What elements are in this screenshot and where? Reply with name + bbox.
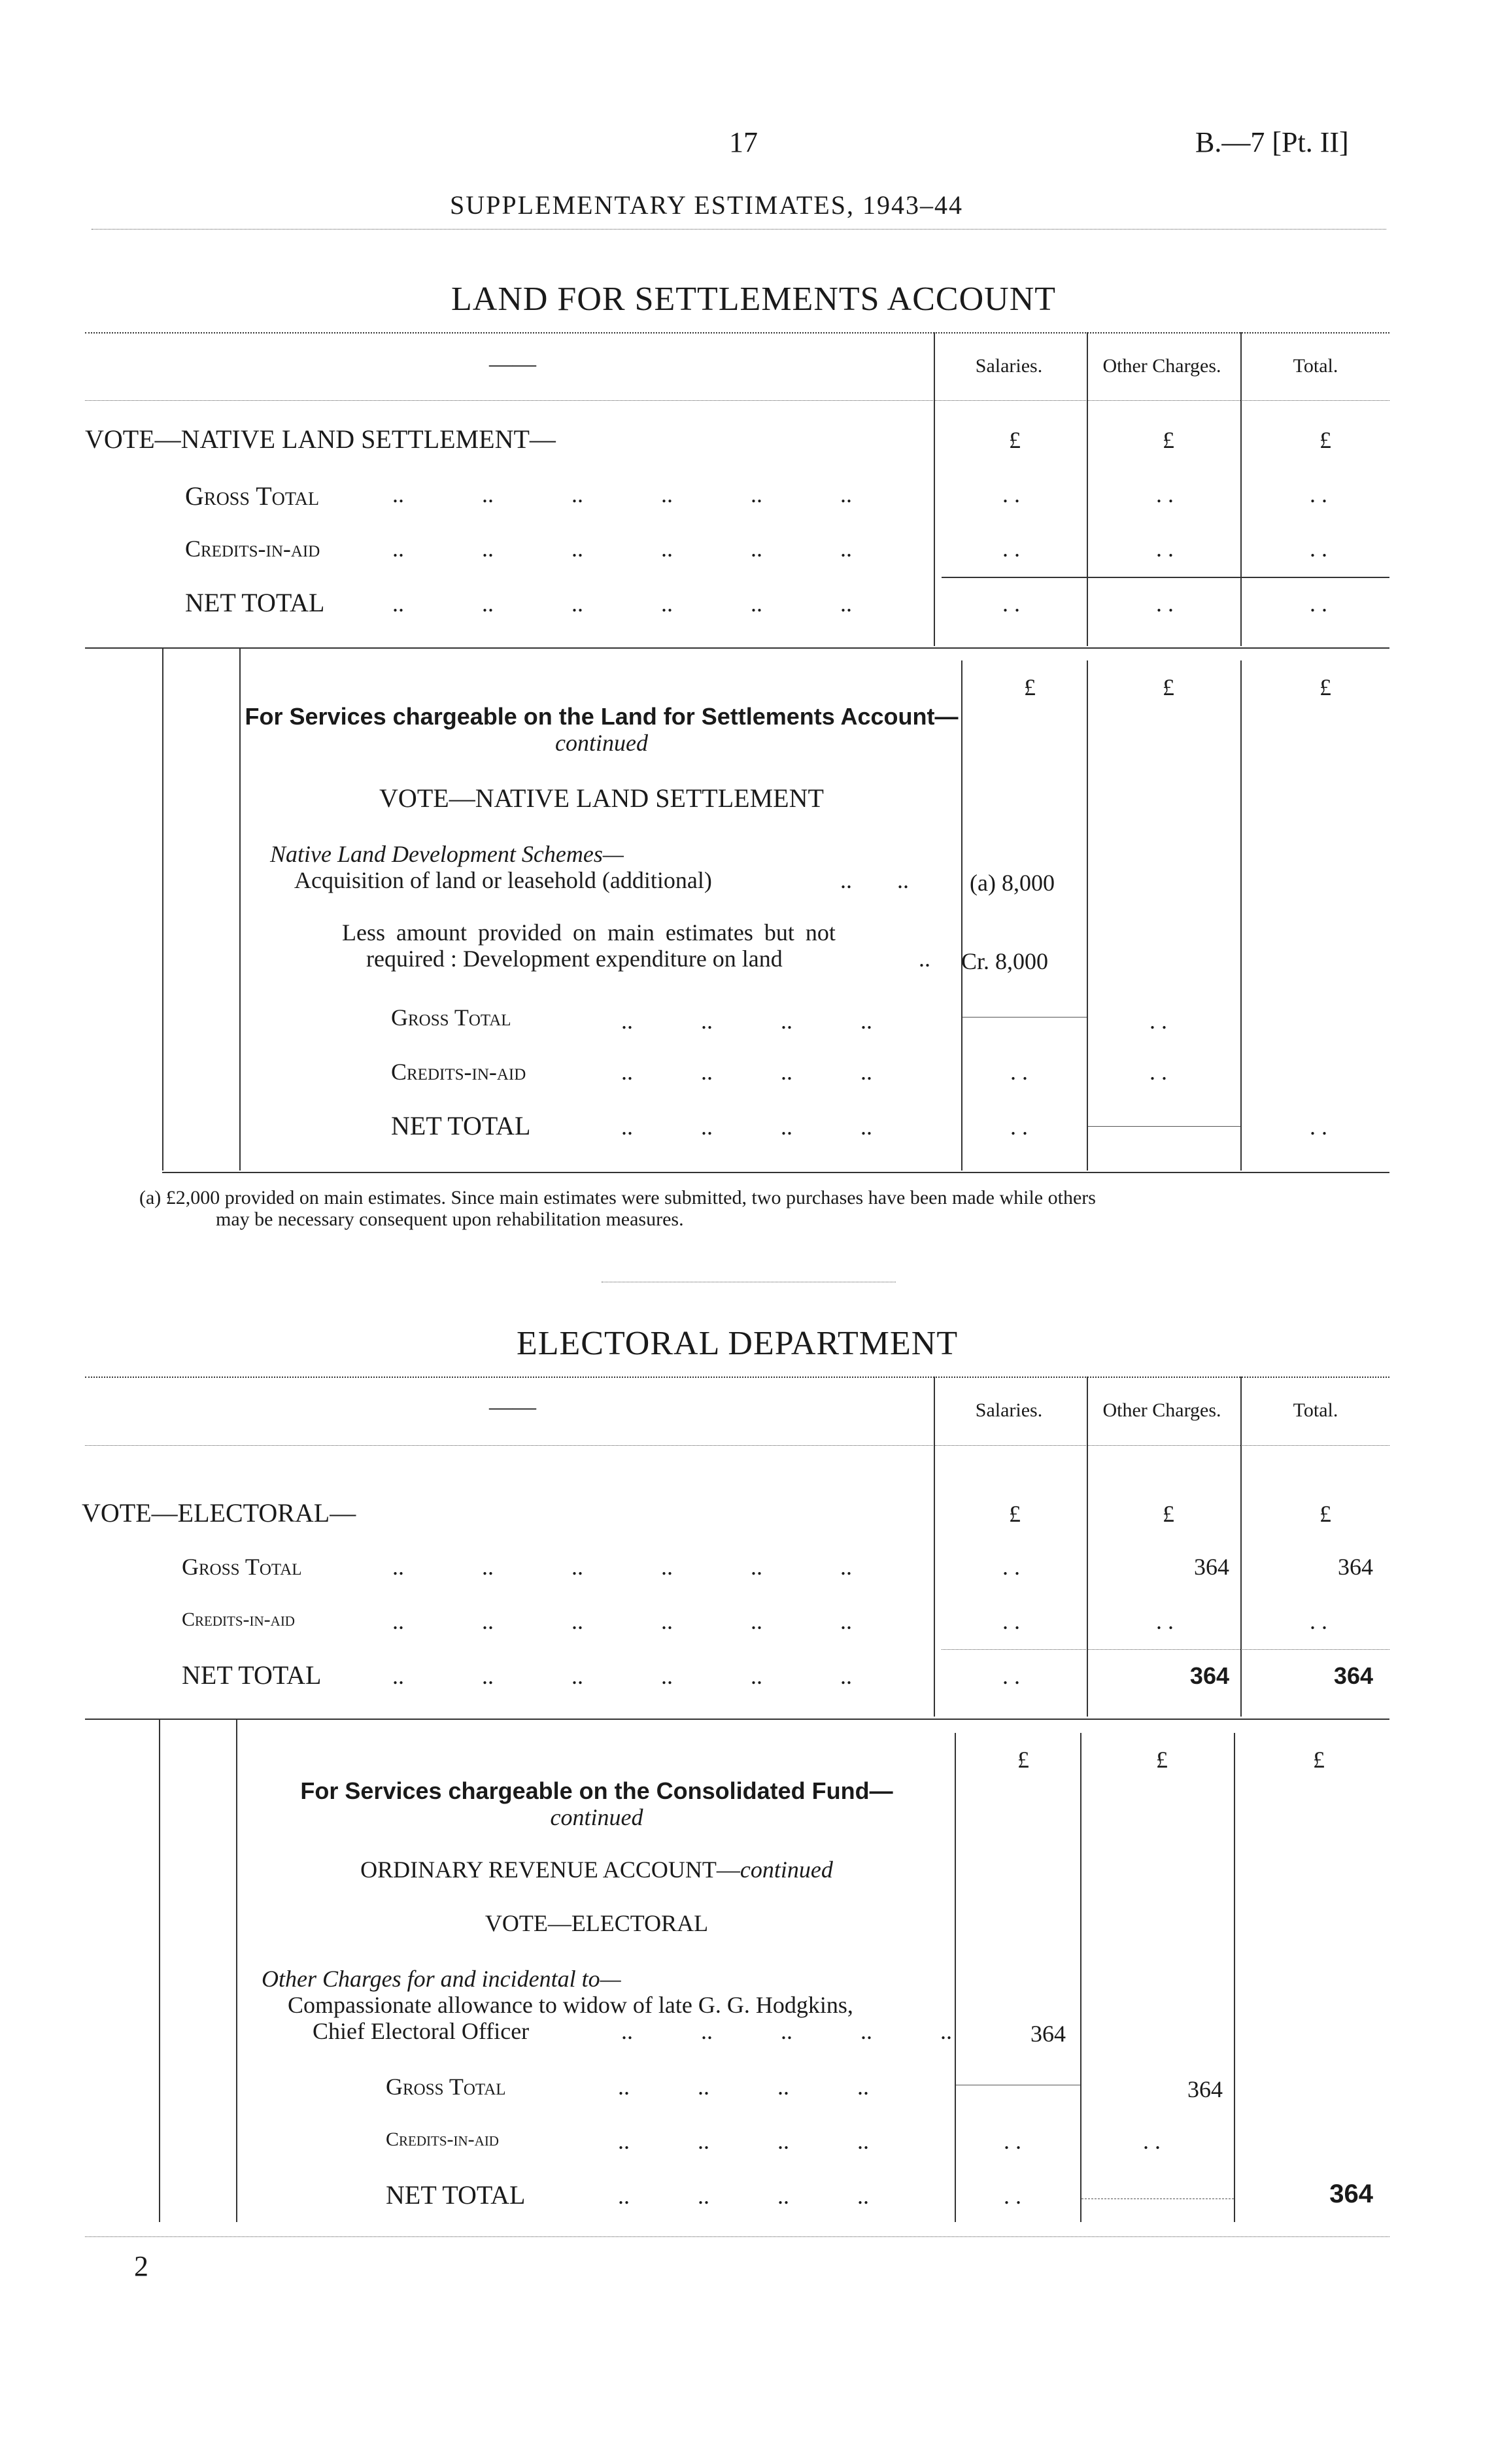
land-detail-divider-2 [1087, 660, 1088, 1171]
electoral-credits-other: . . [1156, 1608, 1174, 1634]
electoral-detail-continued: continued [550, 1804, 643, 1830]
electoral-detail-gross-leader: .. .. .. .. [618, 2074, 869, 2100]
land-detail-credits-salaries: . . [1010, 1059, 1028, 1085]
electoral-summary-bottom-rule [85, 1719, 1389, 1720]
electoral-stub-heading: —— [489, 1394, 536, 1420]
header-rule [92, 229, 1386, 230]
electoral-col-other: Other Charges. [1102, 1399, 1221, 1421]
land-gross-other: . . [1156, 481, 1174, 507]
land-pound-salaries: £ [1009, 427, 1021, 453]
land-col-salaries: Salaries. [975, 355, 1043, 377]
land-net-rule [942, 577, 1389, 578]
land-gross-salaries: . . [1002, 481, 1020, 507]
electoral-detail-net-leader: .. .. .. .. [618, 2183, 869, 2209]
land-stub-heading: —— [489, 351, 536, 377]
land-item-acquisition-value: (a) 8,000 [970, 870, 1055, 896]
electoral-detail-heading: For Services chargeable on the Consolidated Fund— [300, 1777, 893, 1804]
electoral-detail-divider-3 [1234, 1733, 1235, 2222]
electoral-top-rule [85, 1377, 1389, 1378]
land-gross-total-label: Gross Total [185, 481, 320, 511]
land-detail-bottom-rule [162, 1172, 1389, 1173]
land-detail-net-rule [1088, 1126, 1240, 1127]
land-credits-leader: .. .. .. .. .. .. [392, 536, 852, 562]
land-detail-net-salaries: . . [1010, 1114, 1028, 1140]
land-col-other: Other Charges. [1102, 355, 1221, 377]
land-detail-credits-other: . . [1149, 1059, 1167, 1085]
electoral-item-value: 364 [1030, 2021, 1066, 2047]
document-subtitle: SUPPLEMENTARY ESTIMATES, 1943–44 [450, 190, 963, 220]
electoral-item-line2: Chief Electoral Officer [313, 2018, 530, 2044]
land-pound-other: £ [1163, 427, 1174, 453]
land-net-other: . . [1156, 590, 1174, 617]
land-detail-gross-other: . . [1149, 1008, 1167, 1034]
land-detail-pound-2: £ [1163, 674, 1174, 700]
electoral-detail-gross-label: Gross Total [386, 2074, 506, 2100]
electoral-gross-total: 364 [1338, 1554, 1373, 1580]
land-col-total: Total. [1293, 355, 1338, 377]
land-detail-vote: VOTE—NATIVE LAND SETTLEMENT [379, 783, 824, 813]
electoral-pound-other: £ [1163, 1501, 1174, 1527]
electoral-section-title: ELECTORAL DEPARTMENT [517, 1325, 959, 1362]
electoral-net-salaries: . . [1002, 1663, 1020, 1689]
electoral-gross-other: 364 [1194, 1554, 1229, 1580]
electoral-credits-total: . . [1310, 1608, 1327, 1634]
land-detail-net-leader: .. .. .. .. [621, 1114, 872, 1140]
electoral-detail-net-salaries: . . [1004, 2183, 1021, 2209]
electoral-detail-left-rule-2 [236, 1719, 237, 2222]
electoral-detail-net-total: 364 [1329, 2180, 1373, 2208]
land-net-salaries: . . [1002, 590, 1020, 617]
electoral-gross-leader: .. .. .. .. .. .. [392, 1554, 852, 1580]
electoral-account-label: ORDINARY REVENUE ACCOUNT— [360, 1857, 740, 1883]
land-item-less-value: Cr. 8,000 [961, 948, 1049, 974]
land-net-total-label: NET TOTAL [185, 588, 325, 617]
land-detail-gross-leader: .. .. .. .. [621, 1008, 872, 1034]
land-gross-leader: .. .. .. .. .. .. [392, 481, 852, 507]
land-detail-net-label: NET TOTAL [391, 1111, 531, 1140]
electoral-item-line1: Compassionate allowance to widow of late G. G. Hodgkins, [288, 1992, 853, 2018]
footer-page-number: 2 [134, 2250, 148, 2282]
land-item-less-leader: .. [919, 946, 930, 972]
land-item-less-line2: required : Development expenditure on land [366, 946, 783, 972]
document-reference: B.—7 [Pt. II] [1195, 126, 1349, 158]
land-detail-heading: For Services chargeable on the Land for Settlements Account— [245, 703, 959, 730]
page-bottom-rule [85, 2236, 1389, 2237]
electoral-heading-rule [85, 1445, 1389, 1446]
land-detail-divider-1 [961, 660, 962, 1171]
electoral-other-charges-heading: Other Charges for and incidental to— [262, 1966, 621, 1992]
land-footnote-line1: (a) £2,000 provided on main estimates. Since main estimates were submitted, two purchases have been made while others [139, 1187, 1096, 1208]
land-heading-rule [85, 400, 1389, 401]
land-credits-salaries: . . [1002, 536, 1020, 562]
electoral-item-leader: .. .. .. .. .. [621, 2018, 952, 2044]
land-item-less-line1: Less amount provided on main estimates but not [342, 919, 836, 946]
land-net-leader: .. .. .. .. .. .. [392, 590, 852, 617]
land-detail-credits-label: Credits-in-aid [391, 1059, 526, 1085]
electoral-detail-account [239, 1856, 955, 1883]
land-detail-net-total: . . [1310, 1114, 1327, 1140]
electoral-detail-net-label: NET TOTAL [386, 2180, 526, 2210]
land-credits-label: Credits-in-aid [185, 536, 320, 562]
land-col-divider-1 [934, 332, 935, 646]
land-section-title: LAND FOR SETTLEMENTS ACCOUNT [451, 281, 1057, 318]
electoral-account-continued: continued [740, 1857, 833, 1883]
land-detail-left-rule-2 [239, 647, 241, 1171]
electoral-detail-pound-1: £ [1017, 1747, 1029, 1773]
electoral-vote-label: VOTE—ELECTORAL— [82, 1498, 356, 1528]
electoral-col-divider-2 [1087, 1377, 1088, 1717]
electoral-net-total-label: NET TOTAL [182, 1660, 322, 1690]
land-summary-bottom-rule [85, 647, 1389, 649]
electoral-net-other: 364 [1189, 1662, 1229, 1689]
page-number: 17 [729, 126, 758, 158]
electoral-col-divider-3 [1240, 1377, 1242, 1717]
land-detail-credits-leader: .. .. .. .. [621, 1059, 872, 1085]
land-pound-total: £ [1319, 427, 1331, 453]
electoral-col-salaries: Salaries. [975, 1399, 1043, 1421]
land-detail-left-rule-1 [162, 647, 163, 1171]
land-detail-gross-label: Gross Total [391, 1004, 511, 1031]
land-credits-other: . . [1156, 536, 1174, 562]
land-vote-label: VOTE—NATIVE LAND SETTLEMENT— [85, 424, 556, 454]
land-item-acquisition: Acquisition of land or leasehold (additional) [294, 867, 712, 893]
land-detail-pound-1: £ [1024, 674, 1036, 700]
land-item-acquisition-leader: .. .. [840, 867, 909, 893]
land-top-rule [85, 332, 1389, 334]
land-net-total: . . [1310, 590, 1327, 617]
electoral-net-leader: .. .. .. .. .. .. [392, 1663, 852, 1689]
electoral-col-divider-1 [934, 1377, 935, 1717]
electoral-credits-leader: .. .. .. .. .. .. [392, 1608, 852, 1634]
land-detail-continued: continued [555, 730, 648, 756]
electoral-detail-vote: VOTE—ELECTORAL [485, 1910, 709, 1936]
land-credits-total: . . [1310, 536, 1327, 562]
electoral-detail-gross-other: 364 [1187, 2076, 1223, 2102]
land-detail-divider-3 [1240, 660, 1242, 1171]
electoral-pound-total: £ [1319, 1501, 1331, 1527]
electoral-gross-salaries: . . [1002, 1554, 1020, 1580]
electoral-detail-divider-1 [955, 1733, 956, 2222]
land-col-divider-3 [1240, 332, 1242, 646]
electoral-detail-credits-leader: .. .. .. .. [618, 2128, 869, 2154]
electoral-credits-salaries: . . [1002, 1608, 1020, 1634]
land-footnote-line2: may be necessary consequent upon rehabilitation measures. [216, 1208, 684, 1230]
electoral-detail-credits-salaries: . . [1004, 2128, 1021, 2154]
land-scheme-heading: Native Land Development Schemes— [270, 841, 624, 867]
electoral-credits-label: Credits-in-aid [182, 1609, 295, 1630]
electoral-net-rule [942, 1649, 1389, 1650]
electoral-detail-credits-label: Credits-in-aid [386, 2129, 499, 2150]
electoral-detail-credits-other: . . [1143, 2128, 1161, 2154]
land-gross-total: . . [1310, 481, 1327, 507]
electoral-gross-total-label: Gross Total [182, 1554, 302, 1580]
land-col-divider-2 [1087, 332, 1088, 646]
electoral-detail-pound-3: £ [1313, 1747, 1325, 1773]
electoral-net-total: 364 [1333, 1662, 1373, 1689]
land-detail-sum-rule [962, 1017, 1087, 1018]
electoral-pound-salaries: £ [1009, 1501, 1021, 1527]
electoral-col-total: Total. [1293, 1399, 1338, 1421]
electoral-detail-divider-2 [1080, 1733, 1081, 2222]
electoral-detail-left-rule-1 [159, 1719, 160, 2222]
land-detail-pound-3: £ [1319, 674, 1331, 700]
electoral-detail-pound-2: £ [1156, 1747, 1168, 1773]
